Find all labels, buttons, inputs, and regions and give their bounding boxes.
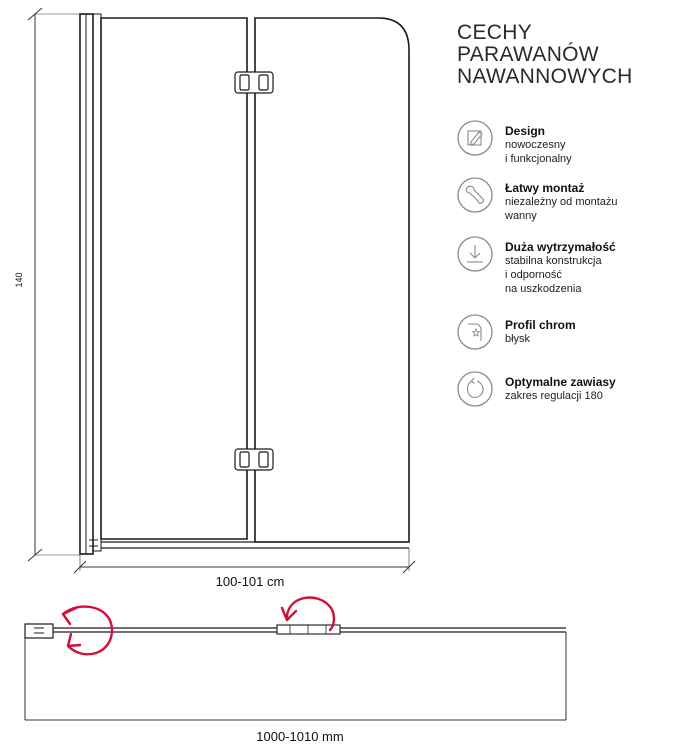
top-view-width-label: 1000-1010 mm (256, 729, 344, 744)
pencil-edit-icon (455, 118, 495, 158)
feature-title: Design (505, 124, 546, 138)
glass-panel-fixed (101, 18, 247, 539)
hinge-top (235, 72, 273, 93)
height-dimension (28, 8, 80, 561)
feature-desc: błysk (505, 333, 531, 345)
heading-line: NAWANNOWYCH (457, 65, 633, 88)
feature-desc: i funkcjonalny (505, 153, 572, 165)
heading-line: PARAWANÓW (457, 43, 599, 66)
feature-desc: na uszkodzenia (505, 283, 582, 295)
feature-desc: stabilna konstrukcja (505, 255, 602, 267)
feature-title: Łatwy montaż (505, 181, 585, 195)
glass-panel-swing (255, 18, 409, 542)
download-arrow-icon (455, 234, 495, 274)
width-dimension (74, 548, 415, 573)
chrome-profile-icon (455, 312, 495, 352)
heading-line: CECHY (457, 21, 533, 44)
rotate-arrow-icon (455, 369, 495, 409)
wall-profile (80, 14, 101, 554)
hinge-bottom (235, 449, 273, 470)
feature-desc: niezależny od montażu (505, 196, 618, 208)
top-view (25, 624, 566, 638)
feature-title: Profil chrom (505, 318, 576, 332)
height-label: 140 (14, 272, 24, 288)
feature-desc: nowoczesny (505, 139, 566, 151)
feature-desc: zakres regulacji 180 (505, 390, 603, 402)
feature-desc: wanny (505, 210, 537, 222)
feature-desc: i odporność (505, 269, 562, 281)
bottom-seal (101, 542, 409, 548)
features-heading (457, 22, 633, 88)
width-label: 100-101 cm (215, 574, 285, 589)
feature-title: Duża wytrzymałość (505, 240, 616, 254)
rotation-arrow-left (63, 607, 112, 655)
feature-title: Optymalne zawiasy (505, 375, 616, 389)
wrench-icon (455, 175, 495, 215)
